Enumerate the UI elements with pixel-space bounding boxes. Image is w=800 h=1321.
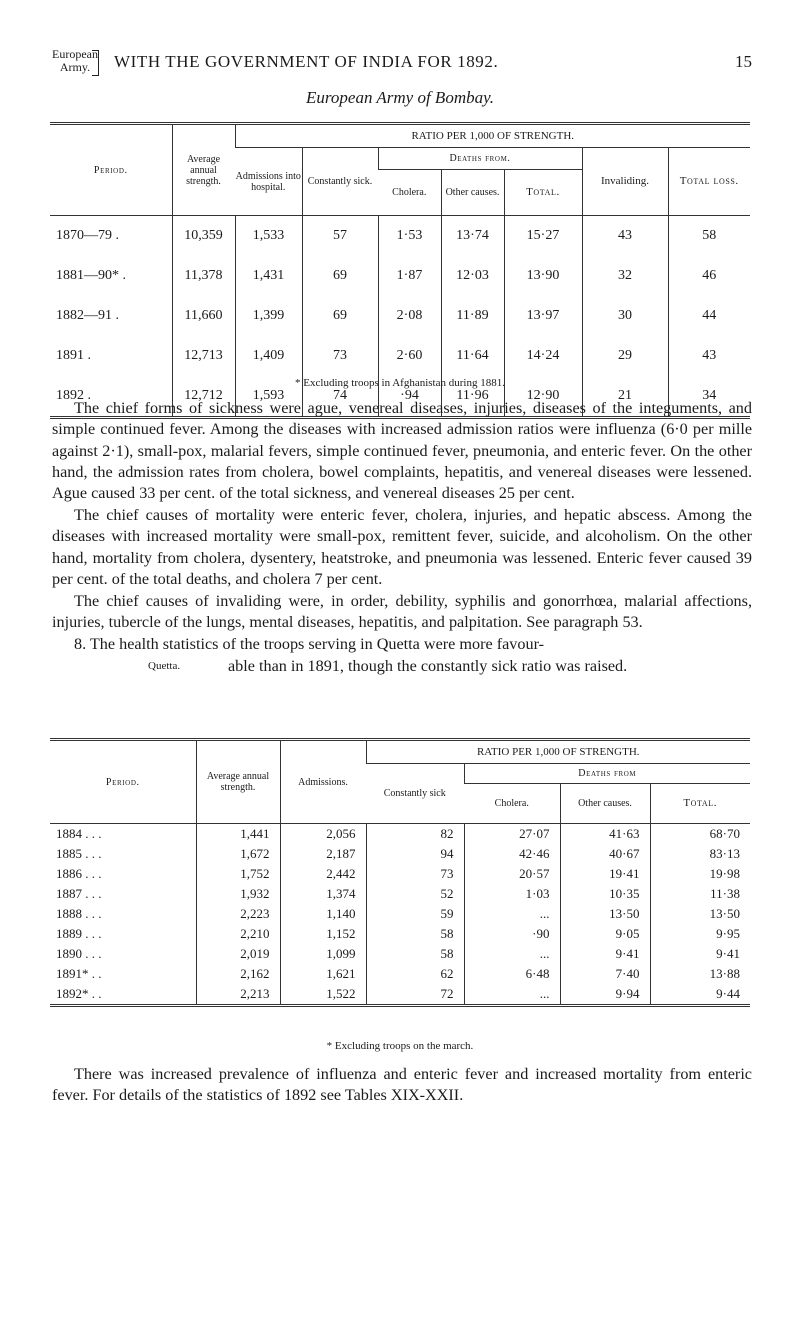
group-ratio: RATIO PER 1,000 OF STRENGTH. [366,740,750,764]
cell-other: 9·41 [560,944,650,964]
cell-invaliding: 29 [582,336,668,376]
cell-invaliding: 32 [582,256,668,296]
cell-cholera: ... [464,944,560,964]
col-period: Period. [50,124,172,216]
table-row [50,924,750,944]
cell-total: 13·90 [504,256,582,296]
cell-admissions: 1,409 [235,336,302,376]
cell-sick: 94 [366,844,464,864]
cell-sick: 58 [366,944,464,964]
col-cholera: Cholera. [378,170,441,216]
paragraph-quetta-details: There was increased prevalence of influenza and enteric fever and increased mortality from enteric fever. For details of the statistics of 1892 see Tables XIX-XXII. [52,1065,752,1105]
cell-cholera: ·94 [378,376,441,418]
cell-strength: 11,378 [172,256,235,296]
cell-cholera: 2·60 [378,336,441,376]
cell-total: 12·90 [504,376,582,418]
cell-admissions: 1,399 [235,296,302,336]
paragraph-sickness: The chief forms of sickness were ague, venereal diseases, injuries, diseases of the integuments, and simple continued fever. Among the diseases with increased admission ratios were influenza (6·0 per mille against 2·1), small-pox, malarial fevers, simple continued fever, pneumonia, and enteric fever. On the other hand, the admission rates from cholera, bowel complaints, hepatitis, and venereal diseases were lessened. Ague caused 33 per cent. of the total sickness, and venereal diseases 25 per cent. [52,399,752,503]
margin-note-quetta: Quetta. [148,660,181,672]
side-label-line2: Army. [59,60,91,74]
col-admissions: Admissions. [280,740,366,824]
cell-invaliding: 43 [582,216,668,257]
col-sick: Constantly sick. [302,148,378,216]
cell-total: 13·97 [504,296,582,336]
cell-other: 41·63 [560,824,650,845]
cell-strength: 1,932 [196,884,280,904]
cell-other: 12·03 [441,256,504,296]
cell-total-loss: 58 [668,216,750,257]
paragraph-invaliding: The chief causes of invaliding were, in order, debility, syphilis and gonorrhœa, malarial affections, injuries, tubercle of the lungs, mental diseases, hepatitis, and palpitation. See paragraph 53. [52,592,752,632]
table-row [50,964,750,984]
cell-period: 1886 . . . [56,866,102,881]
cell-period: 1887 . . . [56,886,102,901]
cell-strength: 2,019 [196,944,280,964]
col-total: Total. [650,784,750,824]
side-bracket [92,50,99,76]
cell-period: 1891 . [56,348,91,363]
quetta-statistics-table [50,738,750,1007]
cell-total: 83·13 [650,844,750,864]
group-deaths: Deaths from [464,764,750,784]
cell-sick: 73 [302,336,378,376]
table-row [50,884,750,904]
cell-strength: 10,359 [172,216,235,257]
cell-other: 13·50 [560,904,650,924]
cell-invaliding: 21 [582,376,668,418]
page-header [52,48,752,88]
cell-total-loss: 43 [668,336,750,376]
cell-strength: 12,712 [172,376,235,418]
cell-total: 13·88 [650,964,750,984]
cell-sick: 52 [366,884,464,904]
cell-cholera: 1·03 [464,884,560,904]
cell-admissions: 2,056 [280,824,366,845]
col-other-causes: Other causes. [441,170,504,216]
cell-admissions: 2,187 [280,844,366,864]
cell-period: 1892* . . [56,986,102,1001]
cell-other: 11·64 [441,336,504,376]
cell-other: 11·96 [441,376,504,418]
cell-total: 9·41 [650,944,750,964]
cell-other: 7·40 [560,964,650,984]
cell-cholera: 27·07 [464,824,560,845]
cell-total: 13·50 [650,904,750,924]
col-sick: Constantly sick [366,764,464,824]
side-label-line1: European [52,47,98,61]
table-row [50,256,750,296]
cell-period: 1884 . . . [56,826,102,841]
cell-admissions: 1,621 [280,964,366,984]
cell-other: 13·74 [441,216,504,257]
table-row [50,216,750,257]
col-strength: Average annual strength. [172,124,235,216]
col-period: Period. [50,740,196,824]
cell-admissions: 1,522 [280,984,366,1006]
cell-cholera: 2·08 [378,296,441,336]
cell-sick: 59 [366,904,464,924]
section-title: European Army of Bombay. [306,88,494,107]
cell-total: 68·70 [650,824,750,845]
cell-total-loss: 44 [668,296,750,336]
table1-footnote: * Excluding troops in Afghanistan during 1881. [295,377,505,389]
cell-cholera: ·90 [464,924,560,944]
cell-invaliding: 30 [582,296,668,336]
cell-total: 11·38 [650,884,750,904]
col-invaliding: Invaliding. [582,148,668,216]
table-row [50,296,750,336]
cell-total: 19·98 [650,864,750,884]
cell-period: 1885 . . . [56,846,102,861]
cell-other: 10·35 [560,884,650,904]
cell-cholera: 1·53 [378,216,441,257]
cell-other: 19·41 [560,864,650,884]
cell-sick: 73 [366,864,464,884]
col-cholera: Cholera. [464,784,560,824]
table2-footnote: * Excluding troops on the march. [326,1040,474,1052]
page-number: 15 [735,52,752,71]
cell-cholera: ... [464,904,560,924]
col-total-loss: Total loss. [668,148,750,216]
cell-admissions: 1,431 [235,256,302,296]
cell-period: 1870—79 . [56,228,119,243]
cell-cholera: 6·48 [464,964,560,984]
table-row [50,904,750,924]
cell-strength: 11,660 [172,296,235,336]
cell-sick: 82 [366,824,464,845]
cell-admissions: 1,593 [235,376,302,418]
cell-total: 15·27 [504,216,582,257]
table-row [50,824,750,845]
cell-total: 9·44 [650,984,750,1006]
cell-cholera: 1·87 [378,256,441,296]
cell-period: 1888 . . . [56,906,102,921]
table-row [50,944,750,964]
cell-period: 1889 . . . [56,926,102,941]
cell-period: 1891* . . [56,966,102,981]
col-other-causes: Other causes. [560,784,650,824]
group-deaths: Deaths from. [378,148,582,170]
paragraph-quetta-line1: 8. The health statistics of the troops serving in Quetta were more favour- [74,635,545,653]
col-strength: Average annual strength. [196,740,280,824]
cell-admissions: 1,374 [280,884,366,904]
cell-cholera: 20·57 [464,864,560,884]
cell-admissions: 1,152 [280,924,366,944]
cell-other: 9·05 [560,924,650,944]
cell-period: 1892 . [56,388,91,403]
side-label [52,48,98,74]
col-admissions: Admissions into hospital. [235,148,302,216]
cell-sick: 62 [366,964,464,984]
cell-sick: 69 [302,296,378,336]
cell-total-loss: 34 [668,376,750,418]
cell-other: 40·67 [560,844,650,864]
col-total: Total. [504,170,582,216]
cell-sick: 57 [302,216,378,257]
table-row [50,844,750,864]
bombay-statistics-table [50,122,750,419]
cell-cholera: ... [464,984,560,1006]
cell-total: 14·24 [504,336,582,376]
cell-total-loss: 46 [668,256,750,296]
cell-strength: 1,441 [196,824,280,845]
table-row [50,984,750,1006]
cell-cholera: 42·46 [464,844,560,864]
cell-admissions: 1,533 [235,216,302,257]
cell-period: 1881—90* . [56,268,126,283]
cell-sick: 58 [366,924,464,944]
cell-strength: 12,713 [172,336,235,376]
cell-strength: 2,223 [196,904,280,924]
cell-strength: 2,210 [196,924,280,944]
cell-sick: 72 [366,984,464,1006]
cell-sick: 74 [302,376,378,418]
cell-period: 1890 . . . [56,946,102,961]
table-row [50,864,750,884]
cell-strength: 1,752 [196,864,280,884]
cell-other: 11·89 [441,296,504,336]
cell-admissions: 1,140 [280,904,366,924]
cell-strength: 2,213 [196,984,280,1006]
cell-sick: 69 [302,256,378,296]
cell-strength: 2,162 [196,964,280,984]
cell-admissions: 2,442 [280,864,366,884]
cell-period: 1882—91 . [56,308,119,323]
running-title: WITH THE GOVERNMENT OF INDIA FOR 1892. [114,52,499,71]
cell-total: 9·95 [650,924,750,944]
cell-strength: 1,672 [196,844,280,864]
paragraph-quetta-rest: able than in 1891, though the constantly sick ratio was raised. [228,657,628,675]
table-row [50,336,750,376]
paragraph-mortality: The chief causes of mortality were enteric fever, cholera, injuries, and hepatic abscess. Among the diseases with increased mortality were small-pox, remittent fever, suicide, and alcoholism. On the other hand, mortality from cholera, dysentery, heatstroke, and pneumonia was lessened. Enteric fever caused 39 per cent. of the total deaths, and cholera 7 per cent. [52,506,752,588]
group-ratio: RATIO PER 1,000 OF STRENGTH. [235,124,750,148]
cell-admissions: 1,099 [280,944,366,964]
cell-other: 9·94 [560,984,650,1006]
